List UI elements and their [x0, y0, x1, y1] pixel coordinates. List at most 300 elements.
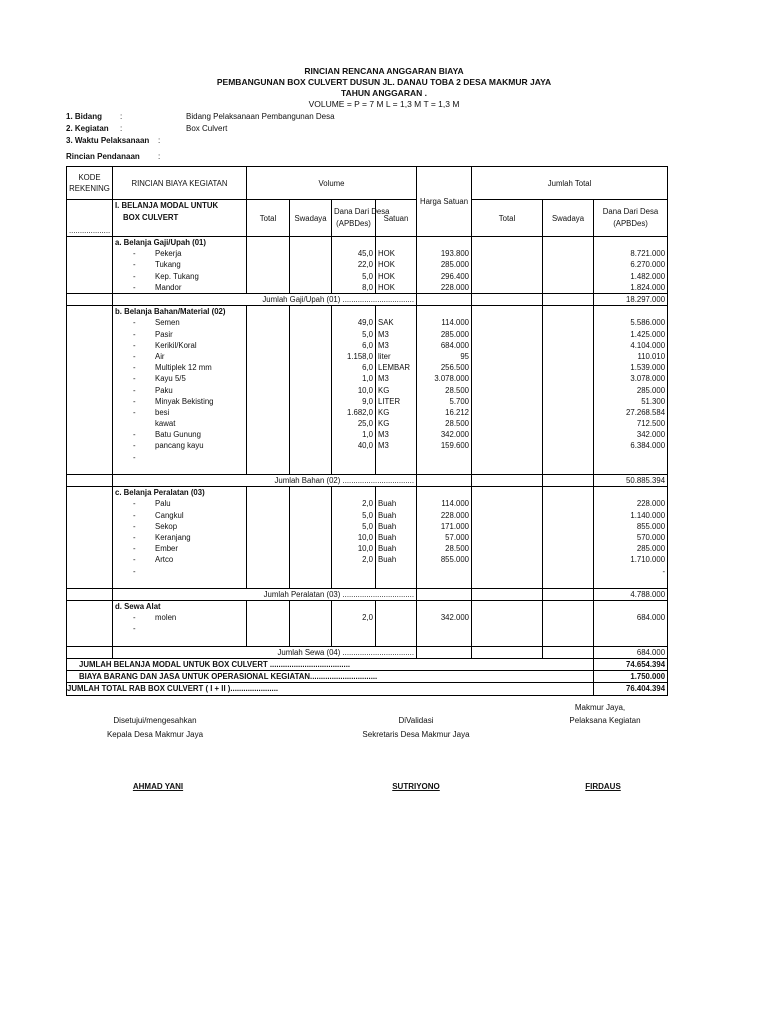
item-dash: - [133, 441, 136, 451]
table-cell [594, 237, 668, 249]
item-volume [332, 463, 376, 475]
item-name-cell [113, 418, 247, 429]
left-role-line2: Kepala Desa Makmur Jaya [106, 730, 204, 739]
item-name: Palu [155, 499, 171, 509]
table-cell [67, 248, 113, 259]
item-harga: 16.212 [417, 407, 472, 418]
item-name-cell [113, 271, 247, 282]
table-cell [417, 237, 472, 249]
table-row [67, 543, 668, 554]
table-cell [290, 282, 332, 294]
item-name: kawat [155, 419, 176, 429]
item-jumlah [594, 577, 668, 589]
mid-role-line1: DiValidasi [398, 716, 434, 725]
table-row [67, 340, 668, 351]
item-name: Mandor [155, 282, 182, 292]
table-cell [417, 487, 472, 499]
item-harga: 114.000 [417, 317, 472, 328]
info-value: Box Culvert [186, 124, 228, 133]
item-jumlah [594, 463, 668, 475]
table-cell [376, 306, 417, 318]
table-cell [543, 565, 594, 576]
table-cell [290, 565, 332, 576]
item-satuan: M3 [376, 329, 417, 340]
table-cell [67, 543, 113, 554]
table-cell [472, 396, 543, 407]
item-name: Kayu 5/5 [155, 374, 186, 384]
doc-title-line2: PEMBANGUNAN BOX CULVERT DUSUN JL. DANAU TOBA 2 DESA MAKMUR JAYA [216, 77, 552, 87]
table-cell [290, 612, 332, 623]
table-row [67, 635, 668, 647]
table-cell [332, 237, 376, 249]
table-cell [472, 248, 543, 259]
item-name: Tukang [155, 260, 181, 270]
table-cell [67, 452, 113, 463]
table-cell [472, 588, 543, 600]
item-satuan: Buah [376, 543, 417, 554]
table-cell [247, 259, 290, 270]
table-cell [67, 429, 113, 440]
table-cell [472, 474, 543, 486]
table-cell [247, 351, 290, 362]
table-row [67, 396, 668, 407]
table-row [67, 248, 668, 259]
item-dash: - [133, 374, 136, 384]
table-cell [247, 306, 290, 318]
table-cell [472, 635, 543, 647]
table-cell [67, 282, 113, 294]
info-sep: : [120, 112, 123, 121]
item-satuan: LITER [376, 396, 417, 407]
item-jumlah: 684.000 [594, 612, 668, 623]
header-jumlah-total: Jumlah Total [472, 167, 668, 200]
table-cell [290, 543, 332, 554]
table-cell [247, 487, 290, 499]
item-name-cell [113, 612, 247, 623]
item-harga [417, 452, 472, 463]
table-cell [290, 635, 332, 647]
signature-place: Makmur Jaya, [574, 703, 626, 712]
item-name-cell [113, 282, 247, 294]
item-jumlah: 570.000 [594, 532, 668, 543]
item-jumlah: 5.586.000 [594, 317, 668, 328]
table-cell [67, 306, 113, 318]
item-name: pancang kayu [155, 441, 204, 451]
table-row [67, 623, 668, 634]
table-cell [332, 306, 376, 318]
item-jumlah: 228.000 [594, 498, 668, 509]
table-cell [67, 577, 113, 589]
subtotal-label: Jumlah Peralatan (03) ................................. [113, 588, 417, 600]
table-cell [247, 565, 290, 576]
subtotal-value: 50.885.394 [594, 474, 668, 486]
info-label: 3. Waktu Pelaksanaan [66, 136, 150, 145]
item-satuan: M3 [376, 373, 417, 384]
item-volume: 5,0 [332, 329, 376, 340]
item-dash: - [133, 271, 136, 281]
table-cell [290, 384, 332, 395]
table-cell [67, 510, 113, 521]
table-cell [472, 601, 543, 613]
item-dash: - [133, 624, 136, 634]
item-name: Ember [155, 544, 178, 554]
item-name-cell [113, 396, 247, 407]
item-volume: 45,0 [332, 248, 376, 259]
item-name-cell [113, 521, 247, 532]
table-cell [472, 293, 543, 305]
table-cell [417, 306, 472, 318]
table-cell [247, 440, 290, 451]
item-dash: - [133, 452, 136, 462]
table-cell [290, 306, 332, 318]
info-label: 2. Kegiatan [66, 124, 109, 133]
table-row [67, 384, 668, 395]
table-row [67, 317, 668, 328]
table-cell [247, 237, 290, 249]
table-cell [472, 271, 543, 282]
table-cell [290, 623, 332, 634]
subheader-satuan: Satuan [376, 200, 417, 237]
item-volume: 10,0 [332, 543, 376, 554]
item-name-cell [113, 440, 247, 451]
item-dash: - [133, 555, 136, 565]
table-cell [247, 543, 290, 554]
item-jumlah: - [594, 565, 668, 576]
signer-right-name: FIRDAUS [585, 782, 621, 791]
table-cell [543, 329, 594, 340]
item-name-cell [113, 351, 247, 362]
item-satuan [376, 635, 417, 647]
item-harga: 159.600 [417, 440, 472, 451]
subheader-total: Total [247, 200, 290, 237]
table-cell [247, 635, 290, 647]
table-row [67, 612, 668, 623]
table-cell [543, 384, 594, 395]
table-cell [472, 407, 543, 418]
item-volume: 22,0 [332, 259, 376, 270]
item-volume: 5,0 [332, 521, 376, 532]
total-value: 74.654.394 [594, 658, 668, 670]
section-title: b. Belanja Bahan/Material (02) [113, 306, 247, 318]
table-row [67, 271, 668, 282]
table-cell [290, 271, 332, 282]
table-row [67, 554, 668, 565]
item-satuan: SAK [376, 317, 417, 328]
section-title-I [113, 200, 247, 237]
item-dash: - [133, 532, 136, 542]
item-dash: - [133, 385, 136, 395]
table-cell [290, 554, 332, 565]
section-title: c. Belanja Peralatan (03) [113, 487, 247, 499]
table-cell [290, 521, 332, 532]
table-cell [543, 463, 594, 475]
section-title: a. Belanja Gaji/Upah (01) [113, 237, 247, 249]
table-cell [543, 543, 594, 554]
item-satuan [376, 577, 417, 589]
item-jumlah: 1.710.000 [594, 554, 668, 565]
table-cell [543, 487, 594, 499]
table-cell [247, 577, 290, 589]
item-harga: 57.000 [417, 532, 472, 543]
section-title-line1: I. BELANJA MODAL UNTUK [115, 201, 219, 210]
table-cell [543, 317, 594, 328]
table-cell [472, 646, 543, 658]
table-cell [290, 329, 332, 340]
item-volume: 10,0 [332, 532, 376, 543]
table-cell [67, 362, 113, 373]
table-cell [67, 588, 113, 600]
table-cell [543, 396, 594, 407]
table-cell [290, 418, 332, 429]
item-name: besi [155, 407, 170, 417]
item-harga: 171.000 [417, 521, 472, 532]
item-harga: 684.000 [417, 340, 472, 351]
subtotal-label: Jumlah Gaji/Upah (01) ................................. [113, 293, 417, 305]
mid-role-line2: Sekretaris Desa Makmur Jaya [362, 730, 470, 739]
item-dash: - [133, 340, 136, 350]
table-cell [472, 259, 543, 270]
table-cell [67, 565, 113, 576]
table-cell [247, 623, 290, 634]
item-name-cell [113, 248, 247, 259]
item-volume: 1.682,0 [332, 407, 376, 418]
item-harga [417, 577, 472, 589]
item-harga: 285.000 [417, 259, 472, 270]
item-name-cell [113, 543, 247, 554]
total-value: 1.750.000 [594, 671, 668, 683]
item-jumlah: 1.539.000 [594, 362, 668, 373]
table-cell [290, 407, 332, 418]
item-harga: 28.500 [417, 418, 472, 429]
table-cell [67, 407, 113, 418]
table-cell [67, 237, 113, 249]
table-cell [543, 623, 594, 634]
table-cell [290, 351, 332, 362]
info-label: 1. Bidang [66, 112, 103, 121]
item-dash: - [133, 351, 136, 361]
total-value: 76.404.394 [594, 683, 668, 695]
item-dash: - [133, 544, 136, 554]
item-name-cell [113, 429, 247, 440]
item-harga: 342.000 [417, 612, 472, 623]
table-cell [472, 362, 543, 373]
item-dash: - [133, 363, 136, 373]
table-cell [247, 429, 290, 440]
item-volume: 1.158,0 [332, 351, 376, 362]
funding-label: Rincian Pendanaan [66, 152, 140, 161]
table-cell [67, 340, 113, 351]
item-harga: 5.700 [417, 396, 472, 407]
table-cell [417, 646, 472, 658]
subheader-swadaya: Swadaya [290, 200, 332, 237]
table-cell [247, 554, 290, 565]
table-cell [472, 429, 543, 440]
info-sep: : [120, 124, 123, 133]
table-cell [332, 601, 376, 613]
item-volume: 1,0 [332, 373, 376, 384]
table-cell [67, 498, 113, 509]
item-volume [332, 452, 376, 463]
item-jumlah [594, 635, 668, 647]
info-value: Bidang Pelaksanaan Pembangunan Desa [186, 112, 335, 121]
item-jumlah: 51.300 [594, 396, 668, 407]
table-cell [247, 317, 290, 328]
table-cell [290, 498, 332, 509]
table-row [67, 577, 668, 589]
table-cell [67, 532, 113, 543]
item-volume: 49,0 [332, 317, 376, 328]
item-name: Kep. Tukang [155, 271, 199, 281]
item-volume [332, 577, 376, 589]
item-name: Multiplek 12 mm [155, 363, 212, 373]
item-satuan: KG [376, 384, 417, 395]
table-cell [247, 282, 290, 294]
item-volume: 2,0 [332, 554, 376, 565]
table-cell [472, 384, 543, 395]
item-harga: 28.500 [417, 543, 472, 554]
table-cell [290, 259, 332, 270]
table-row [67, 362, 668, 373]
item-name: Semen [155, 318, 180, 328]
item-satuan: HOK [376, 271, 417, 282]
table-row [67, 521, 668, 532]
table-cell [247, 510, 290, 521]
table-row [67, 510, 668, 521]
table-cell [67, 440, 113, 451]
table-cell [543, 635, 594, 647]
item-satuan: Buah [376, 521, 417, 532]
table-row [67, 418, 668, 429]
item-jumlah: 3.078.000 [594, 373, 668, 384]
item-name-cell [113, 362, 247, 373]
apbdes-label: (APBDes) [336, 219, 371, 228]
header-rincian: RINCIAN BIAYA KEGIATAN [113, 167, 247, 200]
item-volume [332, 623, 376, 634]
table-cell [543, 601, 594, 613]
item-harga [417, 565, 472, 576]
table-cell [472, 317, 543, 328]
table-cell [543, 612, 594, 623]
table-cell [67, 259, 113, 270]
grand-total-row [67, 683, 668, 695]
item-satuan: Buah [376, 554, 417, 565]
section-title-row [67, 306, 668, 318]
table-cell [290, 429, 332, 440]
grand-total-row [67, 658, 668, 670]
table-cell [67, 646, 113, 658]
table-cell [290, 248, 332, 259]
item-volume: 5,0 [332, 510, 376, 521]
table-cell [472, 351, 543, 362]
item-jumlah: 285.000 [594, 384, 668, 395]
item-satuan: liter [376, 351, 417, 362]
table-row [67, 351, 668, 362]
signer-mid-name: SUTRIYONO [392, 782, 440, 791]
table-cell [543, 351, 594, 362]
item-volume [332, 635, 376, 647]
item-name: Minyak Bekisting [155, 396, 214, 406]
table-cell [472, 612, 543, 623]
item-name-cell [113, 577, 247, 589]
table-cell [543, 418, 594, 429]
item-volume [332, 565, 376, 576]
table-cell [472, 452, 543, 463]
header-volume: Volume [247, 167, 417, 200]
table-cell [247, 373, 290, 384]
table-cell [247, 612, 290, 623]
total-label: JUMLAH BELANJA MODAL UNTUK BOX CULVERT ..................................... [67, 658, 594, 670]
table-cell [543, 306, 594, 318]
item-name-cell [113, 623, 247, 634]
item-dash: - [133, 566, 136, 576]
item-volume: 5,0 [332, 271, 376, 282]
item-dash: - [133, 407, 136, 417]
item-name: Air [155, 351, 165, 361]
table-cell [543, 271, 594, 282]
table-cell [290, 340, 332, 351]
table-row [67, 407, 668, 418]
dana-label: Dana Dari Desa [602, 207, 659, 216]
table-cell [543, 373, 594, 384]
item-jumlah: 1.482.000 [594, 271, 668, 282]
table-cell [417, 601, 472, 613]
left-role-line1: Disetujui/mengesahkan [113, 716, 197, 725]
item-harga [417, 623, 472, 634]
item-satuan: HOK [376, 259, 417, 270]
item-volume: 9,0 [332, 396, 376, 407]
table-cell [543, 237, 594, 249]
table-cell [543, 407, 594, 418]
item-name-cell [113, 329, 247, 340]
right-role: Pelaksana Kegiatan [569, 716, 641, 725]
table-cell [247, 601, 290, 613]
table-cell [67, 329, 113, 340]
item-name: Pasir [155, 329, 173, 339]
item-jumlah: 1.140.000 [594, 510, 668, 521]
item-volume: 10,0 [332, 384, 376, 395]
table-cell [543, 554, 594, 565]
item-harga: 296.400 [417, 271, 472, 282]
subtotal-value: 18.297.000 [594, 293, 668, 305]
item-name: Paku [155, 385, 173, 395]
table-cell [290, 440, 332, 451]
table-cell [67, 463, 113, 475]
funding-sep: : [158, 152, 161, 161]
item-name-cell [113, 498, 247, 509]
item-name: Artco [155, 555, 174, 565]
item-satuan: HOK [376, 282, 417, 294]
table-cell [67, 373, 113, 384]
item-name-cell [113, 407, 247, 418]
item-volume: 2,0 [332, 612, 376, 623]
table-cell [594, 306, 668, 318]
table-cell [67, 351, 113, 362]
item-jumlah: 6.270.000 [594, 259, 668, 270]
doc-title-line1: RINCIAN RENCANA ANGGARAN BIAYA [304, 66, 464, 76]
item-harga: 95 [417, 351, 472, 362]
table-cell [67, 293, 113, 305]
table-cell [290, 452, 332, 463]
table-cell [543, 282, 594, 294]
table-cell [543, 588, 594, 600]
item-harga: 228.000 [417, 510, 472, 521]
item-jumlah: 6.384.000 [594, 440, 668, 451]
item-name: Kerikil/Koral [155, 340, 197, 350]
table-cell [247, 329, 290, 340]
item-dash: - [133, 510, 136, 520]
item-jumlah: 4.104.000 [594, 340, 668, 351]
item-satuan: Buah [376, 498, 417, 509]
